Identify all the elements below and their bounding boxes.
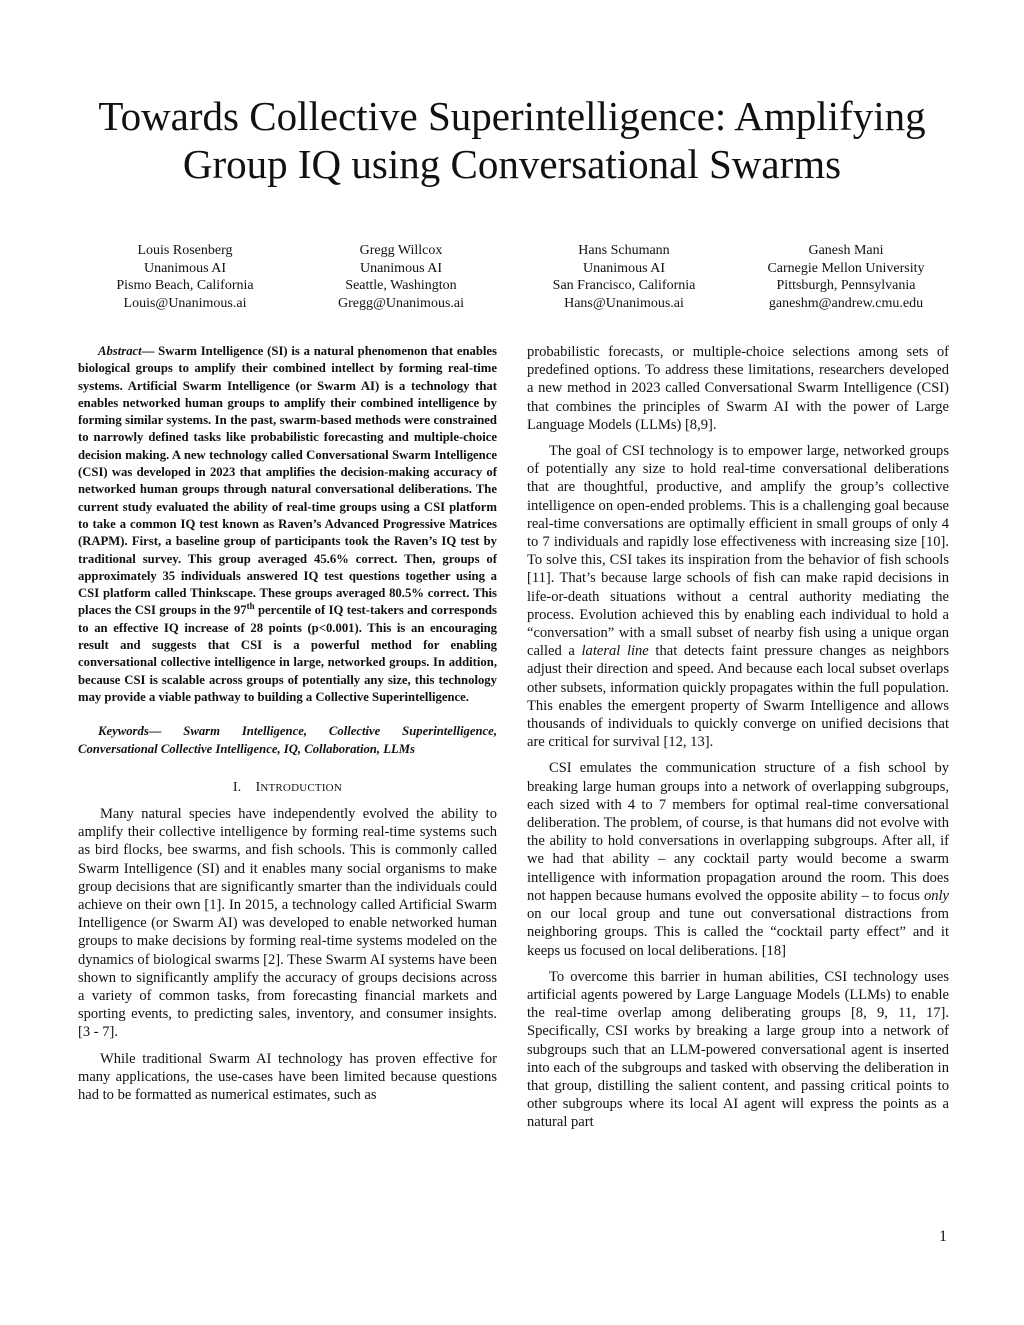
author-org: Unanimous AI [143, 260, 227, 276]
author-email: Gregg@Unanimous.ai [337, 296, 465, 312]
intro-paragraph-1: Many natural species have independently evolved the ability to amplify their collective intelligence by forming real-time systems such as bird flocks, bee swarms, and fish schools. This is commonly called Swarm Intelligence (SI) and it enables many social organisms to make group decisions that are significantly smarter than the individuals could achieve on their own [1]. In 2015, a technology called Artificial Swarm Intelligence (or Swarm AI) was developed to enable networked human groups to make decisions by forming real-time systems modeled on the dynamics of biological swarms [2]. These Swarm AI systems have been shown to significantly amplify the accuracy of groups decisions across a variety of common tasks, from forecasting financial markets and sporting events, to predicting sales, inventory, and consumer insights. [3 - 7]. [78, 806, 497, 1041]
section-heading-introduction [78, 778, 497, 797]
author-1 [75, 242, 295, 313]
author-name: Ganesh Mani [808, 243, 884, 258]
author-location: San Francisco, California [552, 278, 696, 294]
left-column [78, 343, 497, 1104]
abstract-text: Swarm Intelligence (SI) is a natural phenomenon that enables biological groups to amplify their combined intellect by forming real-time systems. Artificial Swarm Intelligence (or Swarm AI) is a technology that enables networked human groups to amplify their combined intelligence by forming similar systems. In the past, swarm-based methods were constrained to narrowly defined tasks like probabilistic forecasting and multiple-choice decision making. A new technology called Conversational Swarm Intelligence (CSI) was developed in 2023 that amplifies the decision-making accuracy of networked human groups through natural conversational deliberations. The current study evaluated the ability of real-time groups using a CSI platform to take a common IQ test known as Raven’s Advanced Progressive Matrices (RAPM). First, a baseline group of participants took the Raven’s IQ test by traditional survey. This group averaged 45.6% correct. Then, groups of approximately 35 individuals answered IQ test questions together using a CSI platform called Thinkscape. These groups averaged 80.5% correct. This places the CSI groups in the 97 [78, 344, 497, 618]
author-3 [514, 242, 734, 313]
author-4 [736, 242, 956, 313]
right-column [527, 343, 949, 1132]
text-run: The goal of CSI technology is to empower large, networked groups of potentially any size to hold real-time conversational deliberations that are thoughtful, productive, and amplify the group’s collective intelligence on open-ended problems. This is a challenging goal because real-time conversations are optimally efficient in small groups of only 4 to 7 individuals and rapidly lose effectiveness with increasing size [10]. To solve this, CSI takes its inspiration from the behavior of fish schools [11]. That’s because large schools of fish can make rapid decisions in life-or-death situations without a central authority mediating the process. Evolution achieved this by enabling each individual to hold a “conversation” with a small subset of nearby fish using a unique organ called a [527, 443, 949, 660]
right-paragraph-1: probabilistic forecasts, or multiple-choice selections among sets of predefined options. To address these limitations, researchers developed a new method in 2023 called Conversational Swarm Intelligence (CSI) that combines the principles of Swarm AI with the power of Large Language Models (LLMs) [8,9]. [527, 344, 949, 433]
author-email: ganeshm@andrew.cmu.edu [768, 296, 924, 312]
emphasis-lateral-line: lateral line [581, 643, 649, 660]
abstract-superscript: th [246, 601, 255, 612]
section-number: I. [233, 778, 242, 794]
text-run: that detects faint pressure changes as neighbors adjust their direction and speed. And because each local subset overlaps other subsets, information quickly propagates within the full population. This enables the emergent property of Swarm Intelligence and allows thousands of individuals to quickly converge on unified decisions that are critical for survival [12, 13]. [527, 643, 949, 751]
author-name: Hans Schumann [578, 243, 670, 258]
text-run: CSI emulates the communication structure of a fish school by breaking large human groups into a network of overlapping subgroups, each sized with 4 to 7 members for optimal real-time conversational deliberation. The problem, of course, is that humans did not evolve with the ability to hold conversations in overlapping subgroups. After all, if we had that ability – any cocktail party would become a swarm intelligence with information propagation around the room. This does not happen because humans evolved the opposite ability – to focus [527, 760, 949, 904]
title-line-2: Group IQ using Conversational Swarms [182, 141, 842, 187]
abstract-label: Abstract [98, 344, 142, 358]
author-location: Pismo Beach, California [116, 278, 254, 294]
page-number: 1 [939, 1228, 947, 1245]
intro-paragraph-2: While traditional Swarm AI technology has proven effective for many applications, the use-cases have been limited because questions had to be formatted as numerical estimates, such as [78, 1050, 497, 1104]
right-paragraph-2 [527, 442, 949, 751]
author-org: Unanimous AI [582, 260, 666, 276]
author-email: Louis@Unanimous.ai [123, 296, 247, 312]
abstract-text-end: percentile of IQ test-takers and corresponds to an effective IQ increase of 28 points (p<0.001). This is an encouraging result and suggests that CSI is a powerful method for enabling conversational collective intelligence in large, networked groups. In addition, because CSI is scalable across groups of potentially any size, this technology may provide a viable pathway to building a Collective Superintelligence. [78, 603, 497, 704]
author-2 [291, 242, 511, 313]
author-location: Seattle, Washington [345, 278, 457, 294]
section-initial: I [255, 778, 261, 794]
abstract [78, 343, 497, 706]
abstract-dash: — [141, 344, 159, 358]
title-line-1: Towards Collective Superintelligence: Amplifying [98, 93, 926, 139]
keywords-label: Keywords [98, 724, 149, 739]
author-org: Carnegie Mellon University [767, 260, 925, 276]
keywords-text: — Swarm Intelligence, Collective Superintelligence, Conversational Collective Intelligence, IQ, Collaboration, LLMs [78, 724, 497, 756]
author-location: Pittsburgh, Pennsylvania [776, 278, 916, 294]
author-org: Unanimous AI [359, 260, 443, 276]
section-title-rest: NTRODUCTION [260, 781, 342, 794]
emphasis-only: only [923, 887, 949, 904]
keywords [78, 723, 497, 758]
author-email: Hans@Unanimous.ai [564, 296, 684, 312]
right-paragraph-3 [527, 759, 949, 959]
paper-title [0, 92, 1024, 188]
author-name: Gregg Willcox [359, 243, 443, 258]
right-paragraph-4: To overcome this barrier in human abilities, CSI technology uses artificial agents powered by Large Language Models (LLMs) to enable the real-time overlap among deliberating groups [8, 9, 11, 17]. Specifically, CSI works by breaking a large group into a network of subgroups such that an LLM-powered conversational agent is inserted into each of the subgroups and tasked with observing the deliberation in that group, distilling the salient content, and passing critical points to other subgroups where its local AI agent will express the points as a natural part [527, 968, 949, 1131]
text-run: on our local group and tune out conversational distractions from neighboring groups. This is called the “cocktail party effect” and it keeps us focused on local deliberations. [18] [527, 906, 949, 959]
author-name: Louis Rosenberg [137, 243, 233, 258]
